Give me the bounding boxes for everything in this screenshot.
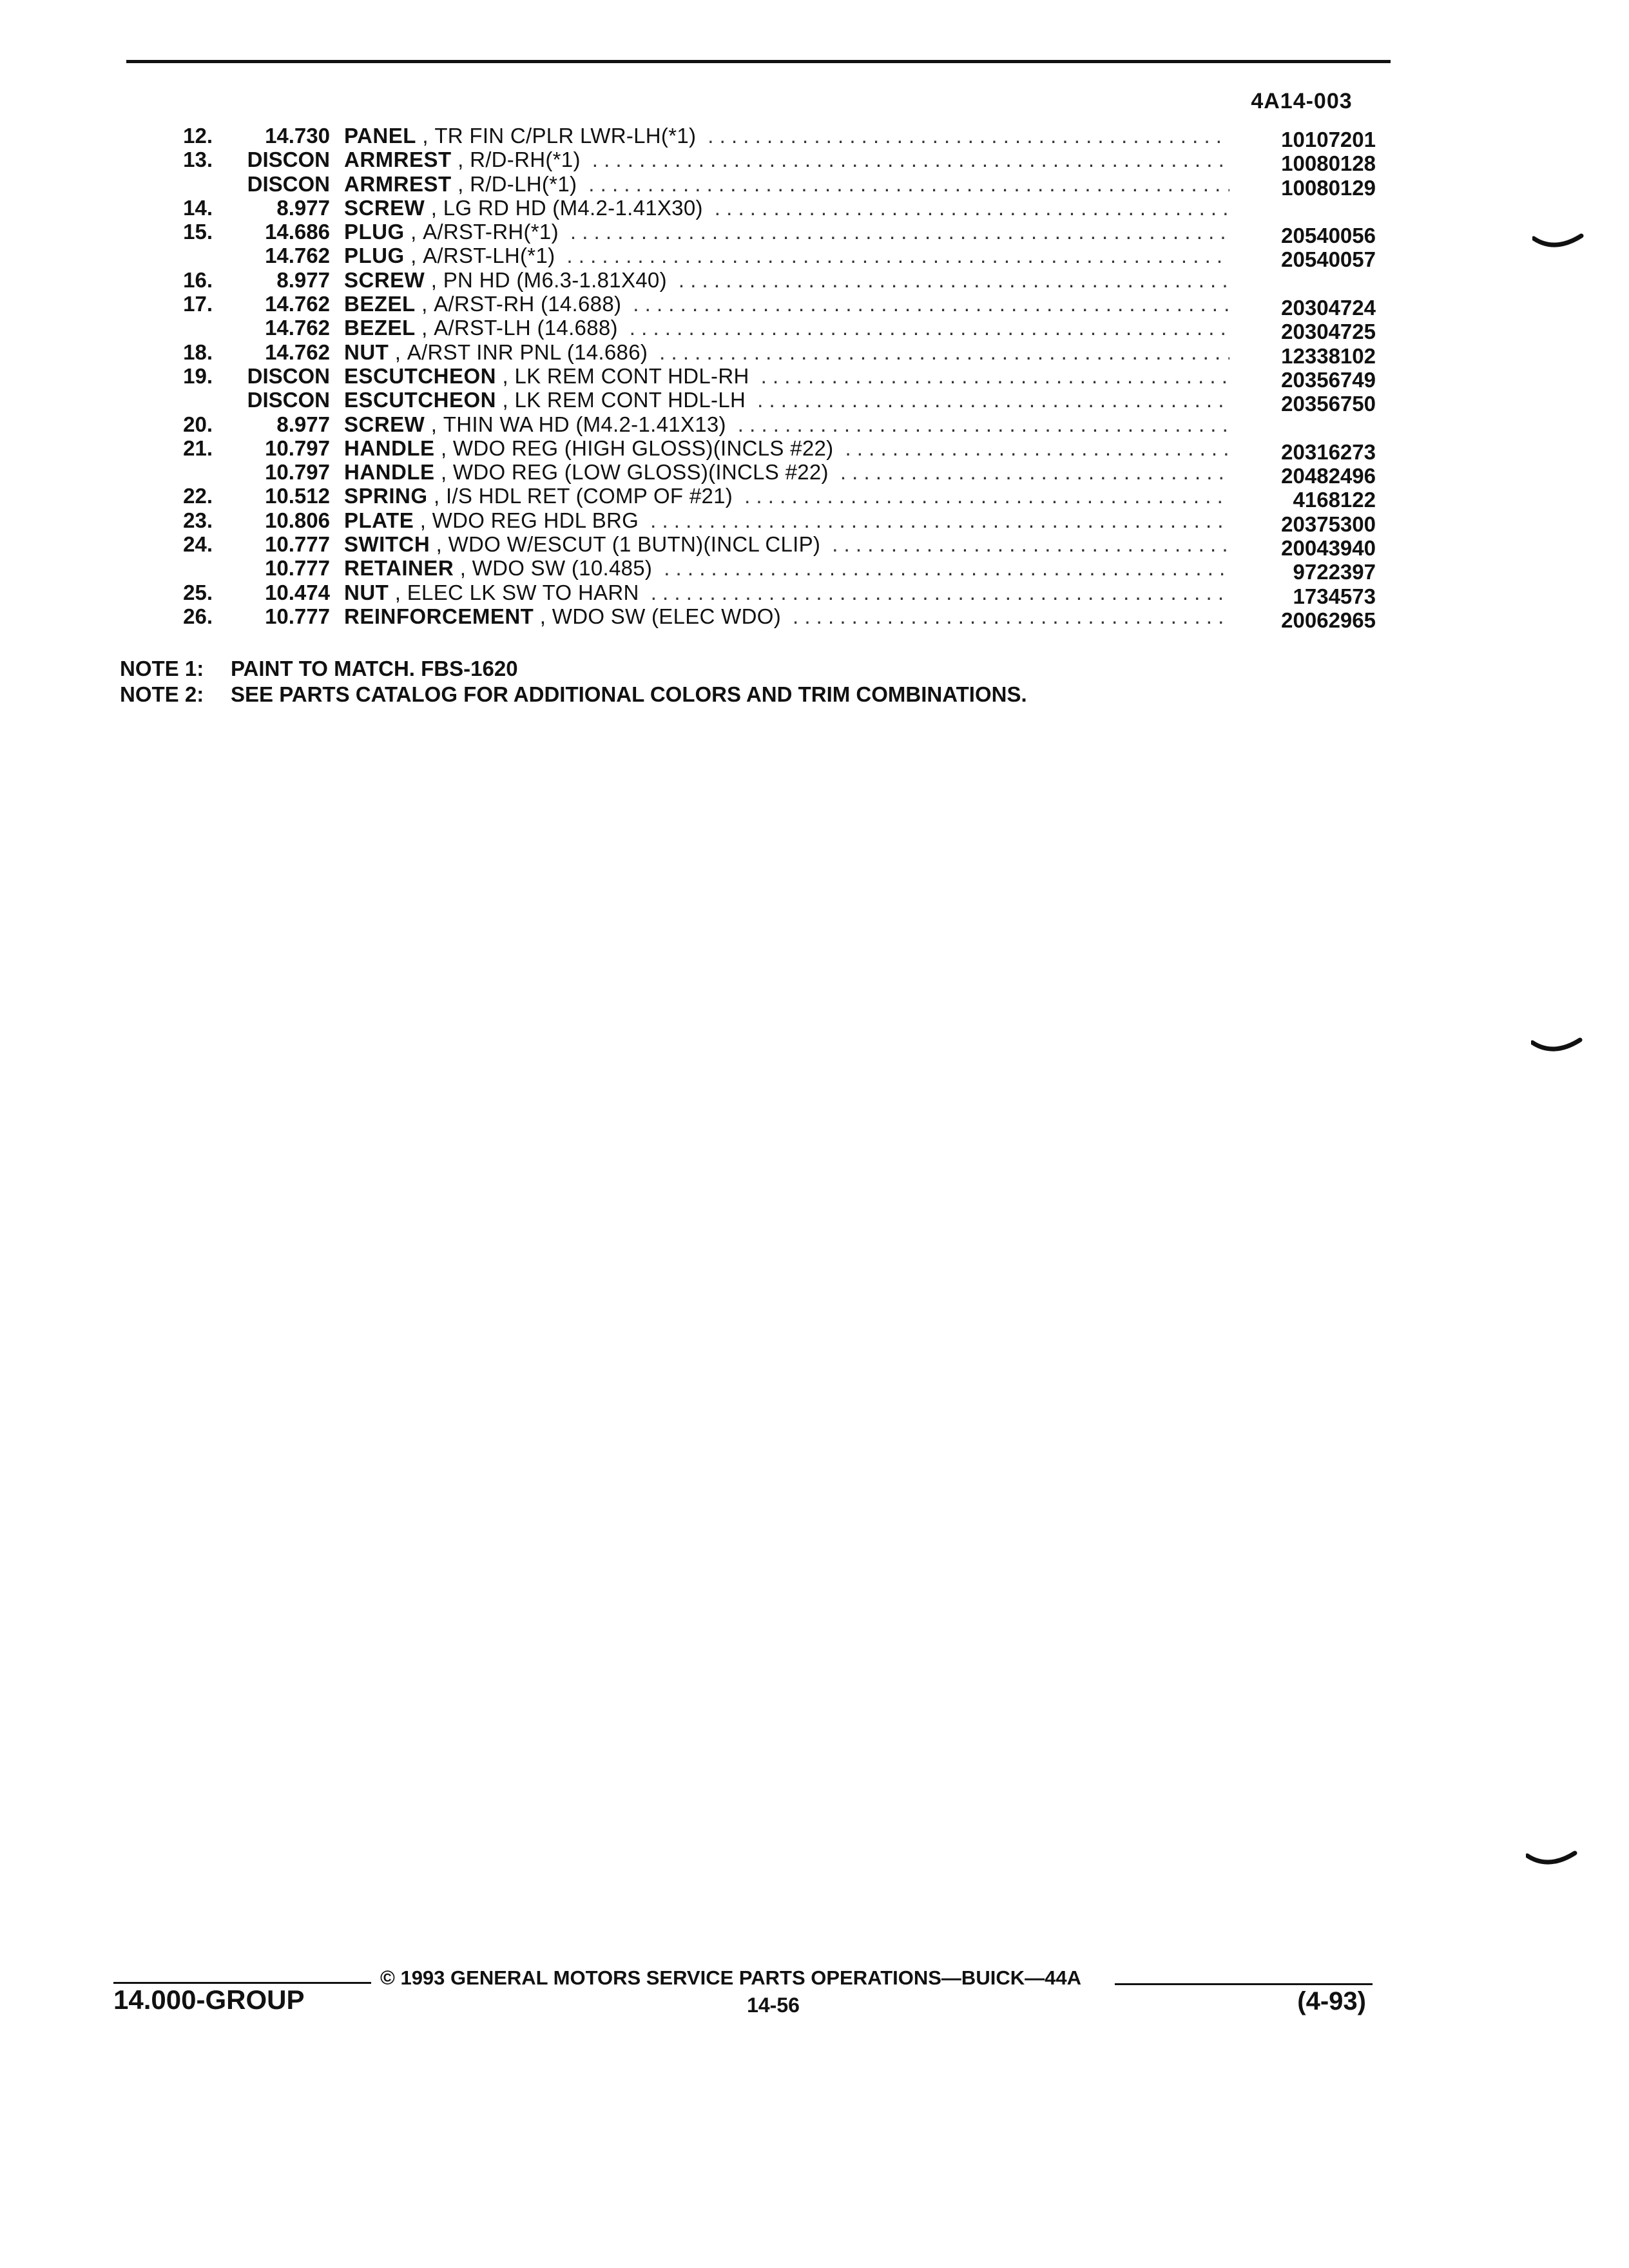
part-detail-prefix: , xyxy=(404,244,423,268)
part-description xyxy=(344,316,1233,340)
part-number: 10080128 xyxy=(1281,151,1376,176)
part-number: 10107201 xyxy=(1281,128,1376,151)
part-number: 20356750 xyxy=(1281,392,1376,416)
dot-leader xyxy=(679,268,1229,292)
part-detail-prefix: , xyxy=(425,195,443,220)
part-detail: A/RST-LH (14.688) xyxy=(434,316,618,340)
part-name: PLUG xyxy=(344,220,405,244)
item-number: 18. xyxy=(183,340,213,364)
part-detail-prefix: , xyxy=(425,267,443,292)
group-number: 10.777 xyxy=(265,604,330,628)
part-number: 12338102 xyxy=(1281,343,1376,368)
parts-row xyxy=(0,388,1629,416)
dot-leader xyxy=(651,581,1229,604)
dot-leader xyxy=(588,172,1229,196)
parts-row xyxy=(0,340,1629,368)
group-number: 10.797 xyxy=(265,436,330,460)
top-rule xyxy=(126,60,1391,63)
item-number: 21. xyxy=(183,436,213,460)
part-detail-prefix: , xyxy=(414,508,432,532)
part-name: HANDLE xyxy=(344,460,435,485)
group-number: 14.762 xyxy=(265,340,330,364)
part-detail-prefix: , xyxy=(434,460,453,485)
part-number: 20062965 xyxy=(1281,608,1376,632)
page-number: 14-56 xyxy=(747,1994,800,2017)
group-number: 14.730 xyxy=(265,124,330,148)
group-number: 10.797 xyxy=(265,460,330,485)
parts-row xyxy=(0,604,1629,632)
parts-row xyxy=(0,196,1629,220)
part-name: ARMREST xyxy=(344,171,452,196)
part-detail: LK REM CONT HDL-LH xyxy=(514,388,746,412)
dot-leader xyxy=(738,412,1229,436)
parts-row xyxy=(0,124,1629,151)
part-name: BEZEL xyxy=(344,292,416,316)
part-name: ESCUTCHEON xyxy=(344,388,497,412)
part-detail: TR FIN C/PLR LWR-LH(*1) xyxy=(434,124,697,148)
item-number: 22. xyxy=(183,484,213,508)
part-description xyxy=(344,508,1233,532)
note-text: PAINT TO MATCH. FBS-1620 xyxy=(231,657,518,680)
part-description xyxy=(344,244,1233,267)
part-detail: WDO SW (10.485) xyxy=(472,556,653,581)
part-number: 4168122 xyxy=(1293,488,1376,512)
footer-rule xyxy=(113,1982,371,1984)
part-detail: I/S HDL RET (COMP OF #21) xyxy=(445,484,733,508)
note-label: NOTE 1: xyxy=(120,657,204,680)
parts-row xyxy=(0,220,1629,248)
part-detail-prefix: , xyxy=(496,363,515,388)
part-name: PANEL xyxy=(344,124,416,148)
dot-leader xyxy=(664,556,1229,580)
part-detail: THIN WA HD (M4.2-1.41X13) xyxy=(443,412,726,436)
part-name: SPRING xyxy=(344,484,428,508)
dot-leader xyxy=(832,532,1229,556)
group-number: DISCON xyxy=(247,388,330,412)
part-number: 20375300 xyxy=(1281,512,1376,536)
group-number: 14.686 xyxy=(265,220,330,244)
item-number: 17. xyxy=(183,292,213,316)
parts-row xyxy=(0,244,1629,272)
part-description xyxy=(344,604,1233,628)
group-number: 10.777 xyxy=(265,532,330,557)
part-name: SWITCH xyxy=(344,532,430,557)
part-name: BEZEL xyxy=(344,316,416,340)
part-description xyxy=(344,460,1233,484)
dot-leader xyxy=(708,124,1229,148)
document-code: 4A14-003 xyxy=(1251,89,1353,113)
part-number: 20304724 xyxy=(1281,296,1376,320)
part-name: ARMREST xyxy=(344,148,452,172)
part-description xyxy=(344,484,1233,508)
item-number: 26. xyxy=(183,604,213,628)
item-number: 24. xyxy=(183,532,213,557)
note-line xyxy=(120,682,1027,707)
item-number: 14. xyxy=(183,195,213,220)
part-description xyxy=(344,412,1233,436)
part-number: 20356749 xyxy=(1281,367,1376,392)
part-description xyxy=(344,292,1233,316)
binder-ring-mark xyxy=(1532,233,1584,250)
footer-group: 14.000-GROUP xyxy=(113,1984,305,2015)
parts-row xyxy=(0,436,1629,464)
part-detail: WDO W/ESCUT (1 BUTN)(INCL CLIP) xyxy=(448,532,821,557)
part-number: 20304725 xyxy=(1281,320,1376,344)
dot-leader xyxy=(659,340,1229,364)
part-detail: A/RST-LH(*1) xyxy=(423,244,555,268)
part-description xyxy=(344,340,1233,364)
dot-leader xyxy=(570,220,1229,244)
part-name: PLUG xyxy=(344,244,405,268)
part-detail-prefix: , xyxy=(534,604,552,628)
dot-leader xyxy=(630,316,1229,340)
dot-leader xyxy=(715,196,1229,220)
group-number: 8.977 xyxy=(276,195,330,220)
item-number: 12. xyxy=(183,124,213,148)
part-detail: A/RST-RH(*1) xyxy=(423,220,559,244)
part-description xyxy=(344,148,1233,171)
part-detail: R/D-RH(*1) xyxy=(470,148,581,172)
part-detail-prefix: , xyxy=(416,124,435,148)
parts-row xyxy=(0,484,1629,512)
dot-leader xyxy=(793,604,1229,628)
footer-rule xyxy=(1115,1983,1373,1985)
part-description xyxy=(344,172,1233,196)
parts-row xyxy=(0,171,1629,200)
dot-leader xyxy=(566,244,1229,267)
group-number: 10.777 xyxy=(265,556,330,581)
notes-section xyxy=(120,656,1027,707)
part-description xyxy=(344,196,1233,220)
part-number: 1734573 xyxy=(1293,584,1376,608)
part-name: ESCUTCHEON xyxy=(344,363,497,388)
part-number: 10080129 xyxy=(1281,175,1376,200)
parts-list xyxy=(0,124,1629,632)
parts-row xyxy=(0,292,1629,320)
part-name: SCREW xyxy=(344,412,425,436)
group-number: 14.762 xyxy=(265,244,330,268)
part-description xyxy=(344,220,1233,244)
parts-row xyxy=(0,532,1629,561)
parts-row xyxy=(0,460,1629,488)
note-line xyxy=(120,656,1027,682)
footer-copyright: © 1993 GENERAL MOTORS SERVICE PARTS OPERATIONS—BUICK—44A xyxy=(380,1966,1081,1989)
parts-row xyxy=(0,148,1629,176)
part-detail: WDO SW (ELEC WDO) xyxy=(552,604,781,628)
part-detail-prefix: , xyxy=(389,580,407,604)
part-detail: WDO REG HDL BRG xyxy=(432,508,639,532)
part-number: 20482496 xyxy=(1281,464,1376,488)
item-number: 25. xyxy=(183,580,213,604)
parts-row xyxy=(0,580,1629,608)
group-number: 10.474 xyxy=(265,580,330,604)
part-detail-prefix: , xyxy=(496,388,515,412)
part-detail: WDO REG (LOW GLOSS)(INCLS #22) xyxy=(452,460,829,485)
dot-leader xyxy=(592,148,1229,171)
group-number: 14.762 xyxy=(265,316,330,340)
part-detail-prefix: , xyxy=(427,484,446,508)
part-number: 20540056 xyxy=(1281,224,1376,248)
group-number: DISCON xyxy=(247,363,330,388)
group-number: 10.806 xyxy=(265,508,330,532)
group-number: 8.977 xyxy=(276,267,330,292)
part-detail-prefix: , xyxy=(430,532,448,557)
binder-ring-mark xyxy=(1531,1037,1583,1054)
part-description xyxy=(344,364,1233,388)
part-detail-prefix: , xyxy=(389,340,407,364)
part-detail-prefix: , xyxy=(415,316,434,340)
dot-leader xyxy=(761,364,1229,388)
parts-row xyxy=(0,363,1629,392)
item-number: 15. xyxy=(183,220,213,244)
dot-leader xyxy=(650,508,1229,532)
part-name: SCREW xyxy=(344,195,425,220)
part-detail: LG RD HD (M4.2-1.41X30) xyxy=(443,195,703,220)
parts-row xyxy=(0,508,1629,536)
part-detail-prefix: , xyxy=(415,292,434,316)
parts-row xyxy=(0,556,1629,584)
part-name: NUT xyxy=(344,340,389,364)
dot-leader xyxy=(633,292,1229,316)
part-detail-prefix: , xyxy=(451,171,470,196)
part-name: PLATE xyxy=(344,508,414,532)
part-detail: WDO REG (HIGH GLOSS)(INCLS #22) xyxy=(452,436,834,460)
group-number: DISCON xyxy=(247,171,330,196)
part-name: REINFORCEMENT xyxy=(344,604,534,628)
parts-row xyxy=(0,316,1629,344)
binder-ring-mark xyxy=(1526,1850,1577,1867)
parts-row xyxy=(0,268,1629,292)
part-detail: ELEC LK SW TO HARN xyxy=(407,580,639,604)
part-description xyxy=(344,268,1233,292)
footer-date: (4-93) xyxy=(1297,1987,1366,2015)
item-number: 19. xyxy=(183,363,213,388)
part-detail: A/RST INR PNL (14.686) xyxy=(407,340,648,364)
part-detail: LK REM CONT HDL-RH xyxy=(514,363,749,388)
part-number: 9722397 xyxy=(1293,560,1376,584)
part-description xyxy=(344,124,1233,148)
group-number: 10.512 xyxy=(265,484,330,508)
part-number: 20316273 xyxy=(1281,439,1376,464)
part-description xyxy=(344,436,1233,460)
part-name: SCREW xyxy=(344,267,425,292)
part-detail-prefix: , xyxy=(404,220,423,244)
group-number: 14.762 xyxy=(265,292,330,316)
parts-row xyxy=(0,412,1629,436)
dot-leader xyxy=(757,388,1229,412)
part-detail-prefix: , xyxy=(454,556,472,581)
part-detail-prefix: , xyxy=(425,412,443,436)
part-name: HANDLE xyxy=(344,436,435,460)
dot-leader xyxy=(744,484,1229,508)
part-detail: A/RST-RH (14.688) xyxy=(434,292,622,316)
part-detail-prefix: , xyxy=(451,148,470,172)
part-detail: R/D-LH(*1) xyxy=(470,171,577,196)
item-number: 16. xyxy=(183,267,213,292)
part-number: 20540057 xyxy=(1281,247,1376,272)
item-number: 20. xyxy=(183,412,213,436)
item-number: 23. xyxy=(183,508,213,532)
dot-leader xyxy=(845,436,1229,460)
note-text: SEE PARTS CATALOG FOR ADDITIONAL COLORS AND TRIM COMBINATIONS. xyxy=(231,682,1027,706)
part-description xyxy=(344,556,1233,580)
part-name: RETAINER xyxy=(344,556,454,581)
group-number: 8.977 xyxy=(276,412,330,436)
part-description xyxy=(344,581,1233,604)
part-detail-prefix: , xyxy=(434,436,453,460)
part-detail: PN HD (M6.3-1.81X40) xyxy=(443,267,667,292)
part-number: 20043940 xyxy=(1281,536,1376,561)
item-number: 13. xyxy=(183,148,213,172)
dot-leader xyxy=(840,460,1229,484)
part-description xyxy=(344,388,1233,412)
part-name: NUT xyxy=(344,580,389,604)
note-label: NOTE 2: xyxy=(120,682,204,706)
part-description xyxy=(344,532,1233,556)
group-number: DISCON xyxy=(247,148,330,172)
